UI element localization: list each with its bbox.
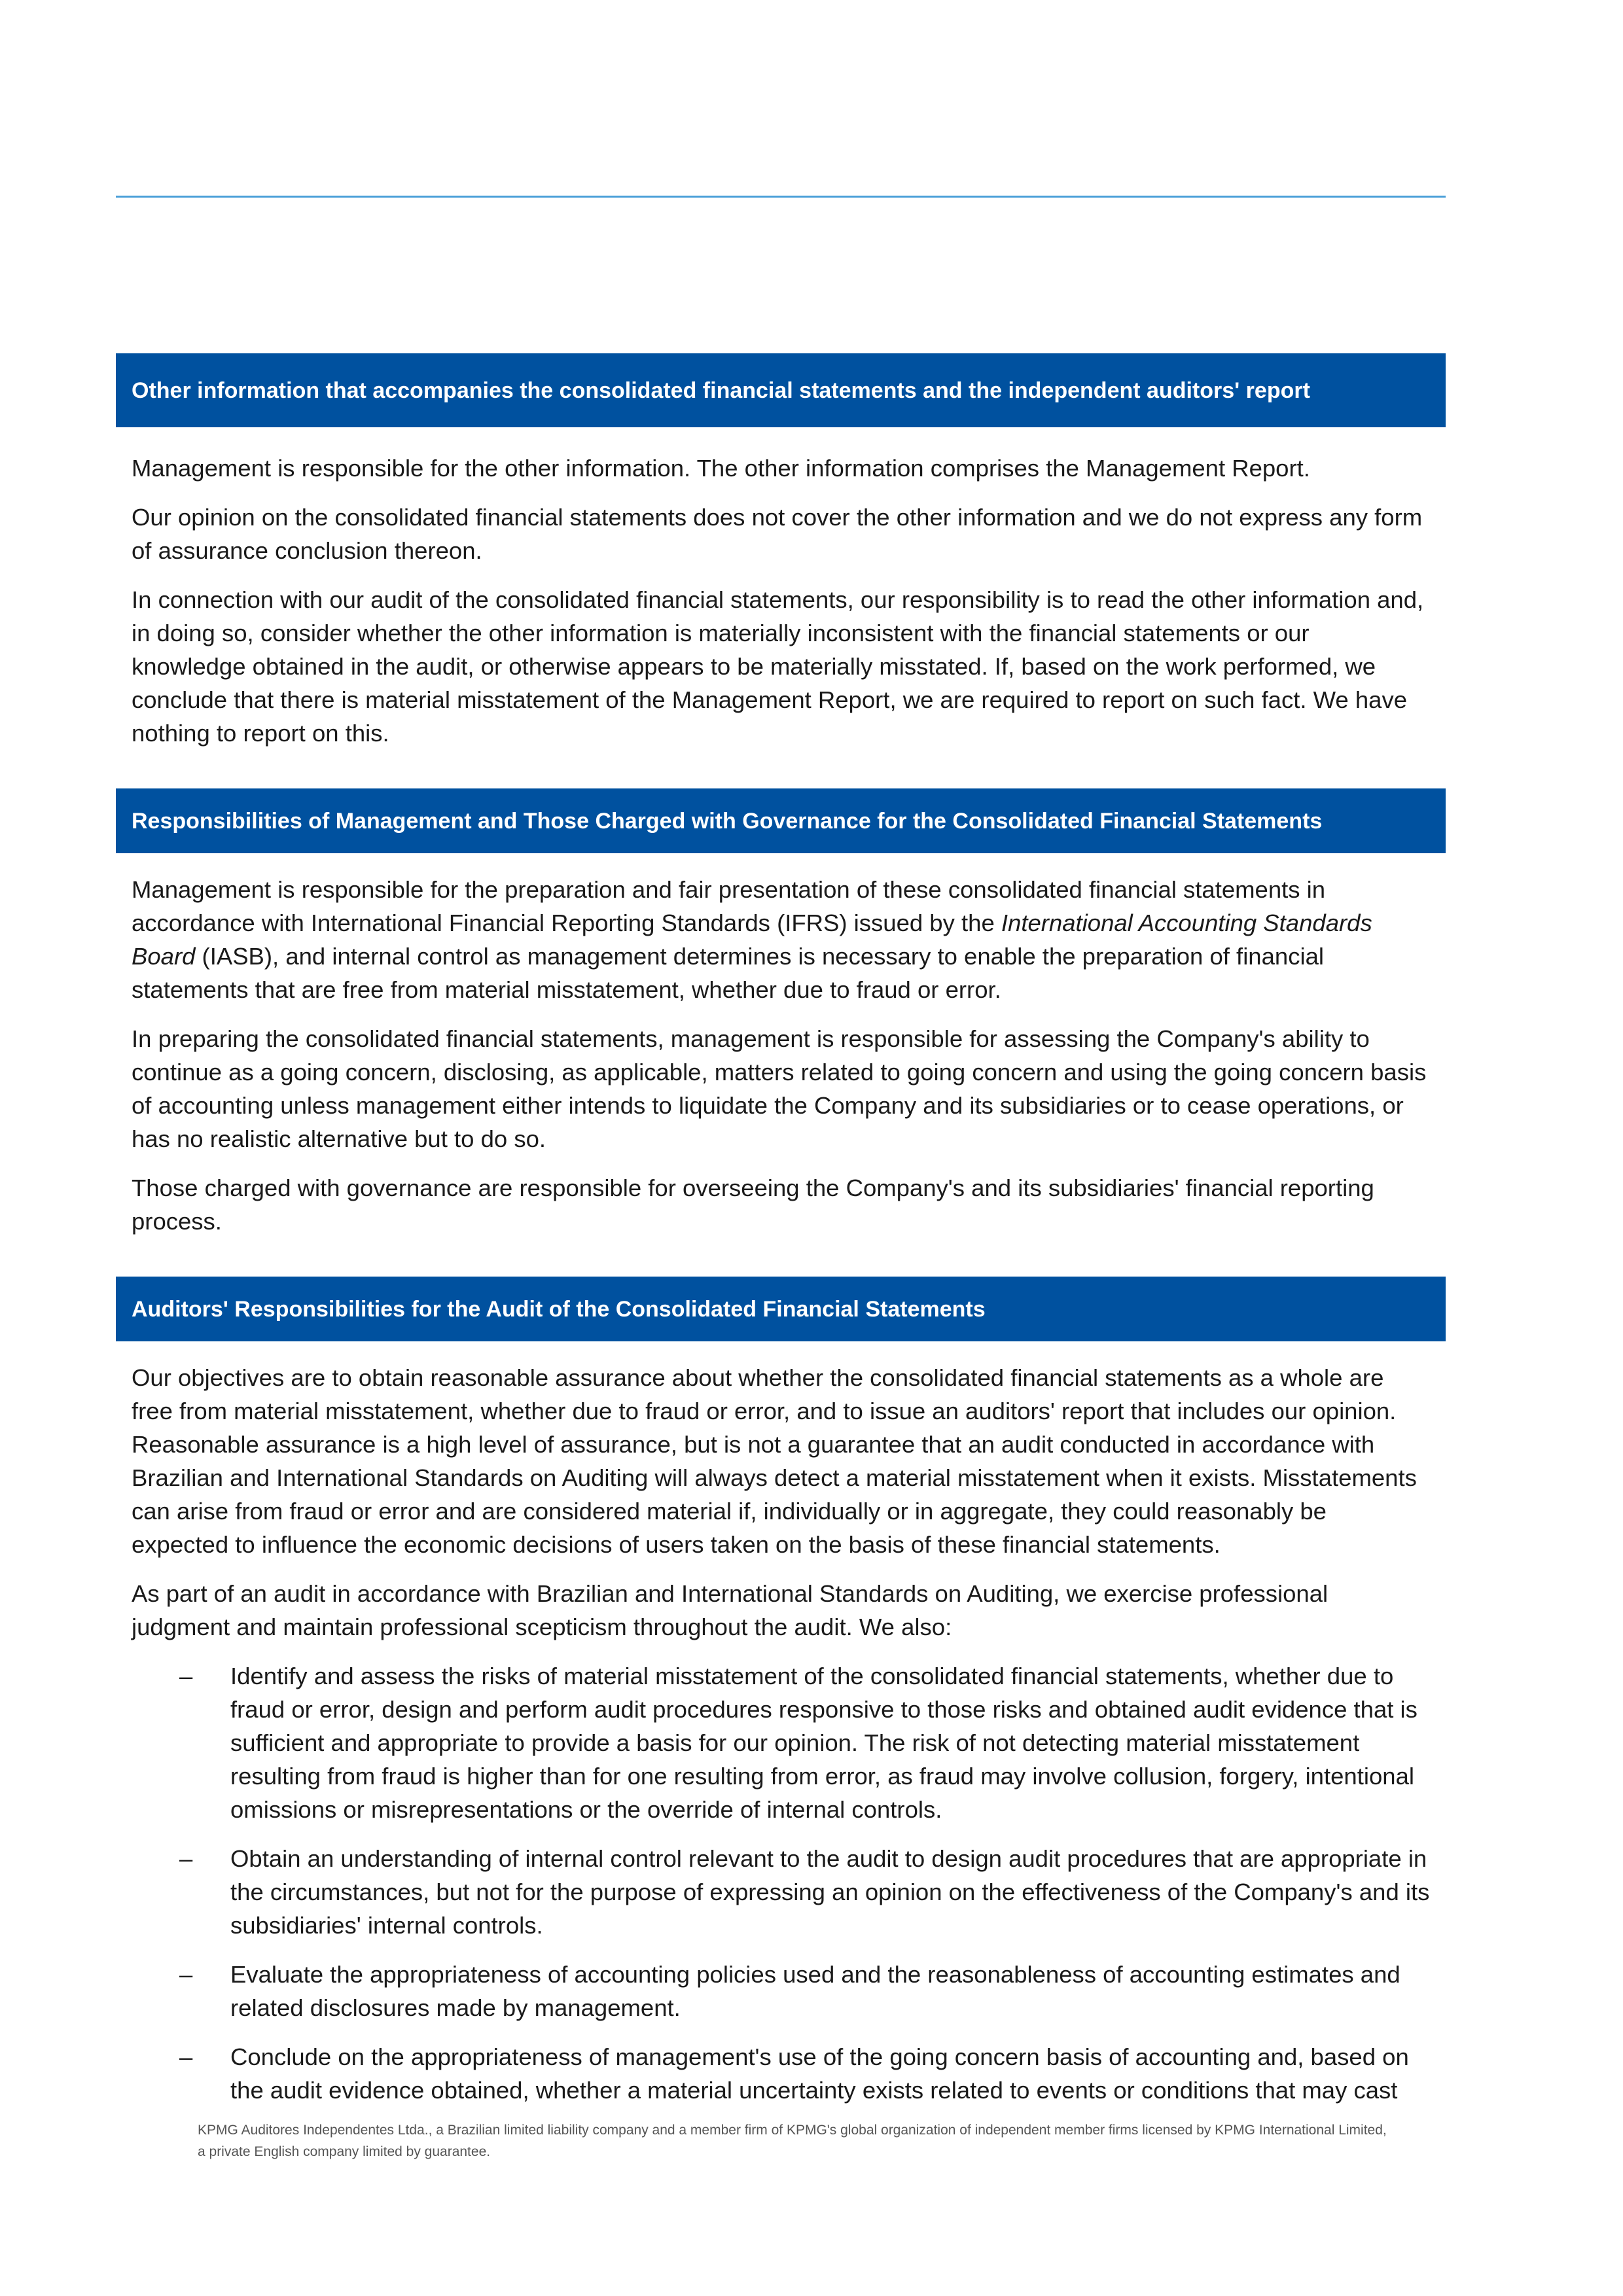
list-item: – Obtain an understanding of internal control relevant to the audit to design audit procedures that are appropriate in the circumstances, but not for the purpose of expressing an opinion on the effectiveness of the Company's and its subsidiaries' internal controls. xyxy=(179,1845,1430,1939)
footer-legal-notice: KPMG Auditores Independentes Ltda., a Brazilian limited liability company and a member firm of KPMG's global organization of independent member firms licensed by KPMG International Limited, a private English company limited by guarantee. xyxy=(198,2123,1387,2159)
paragraph: Management is responsible for the preparation and fair presentation of these consolidated financial statements in accordance with International Financial Reporting Standards (IFRS) issued by the International Accounting Standards Board (IASB), and internal control as management determines is necessary to enable the preparation of financial statements that are free from material misstatement, whether due to fraud or error. xyxy=(132,876,1372,1003)
iasb-name: International Accounting Standards Board xyxy=(132,910,1372,970)
section-other-information xyxy=(116,427,1446,750)
paragraph: In connection with our audit of the consolidated financial statements, our responsibility is to read the other information and, in doing so, consider whether the other information is materially inconsistent with the financial statements or our knowledge obtained in the audit, or otherwise appears to be materially misstated. If, based on the work performed, we conclude that there is material misstatement of the Management Report, we are required to report on such fact. We have nothing to report on this. xyxy=(132,586,1424,747)
list-item: – Evaluate the appropriateness of accounting policies used and the reasonableness of accounting estimates and related disclosures made by management. xyxy=(179,1961,1400,2021)
section-heading-text: Responsibilities of Management and Those Charged with Governance for the Consolidated Financial Statements xyxy=(132,808,1323,834)
report-body xyxy=(116,353,1446,2107)
paragraph: Management is responsible for the other information. The other information comprises the Management Report. xyxy=(132,455,1310,482)
paragraph: As part of an audit in accordance with Brazilian and International Standards on Auditing, we exercise professional judgment and maintain professional scepticism throughout the audit. We also: xyxy=(132,1580,1329,1640)
list-item: – Conclude on the appropriateness of management's use of the going concern basis of accounting and, based on the audit evidence obtained, whether a material uncertainty exists related to events or conditions that may cast xyxy=(179,2043,1409,2104)
audit-procedures-list xyxy=(132,1659,1430,2107)
section-heading-management-responsibilities xyxy=(116,788,1446,853)
section-heading-text: Auditors' Responsibilities for the Audit of the Consolidated Financial Statements xyxy=(132,1296,986,1322)
paragraph: Our opinion on the consolidated financial statements does not cover the other information and we do not express any form of assurance conclusion thereon. xyxy=(132,504,1423,564)
section-auditors-responsibilities xyxy=(116,1341,1446,2107)
top-rule xyxy=(116,196,1446,198)
section-heading-auditors-responsibilities xyxy=(116,1277,1446,1341)
paragraph: In preparing the consolidated financial statements, management is responsible for assessing the Company's ability to continue as a going concern, disclosing, as applicable, matters related to going concern and using the going concern basis of accounting unless management either intends to liquidate the Company and its subsidiaries or to cease operations, or has no realistic alternative but to do so. xyxy=(132,1025,1427,1152)
list-item: – Identify and assess the risks of material misstatement of the consolidated financial statements, whether due to fraud or error, design and perform audit procedures responsive to those risks and obtained audit evidence that is sufficient and appropriate to provide a basis for our opinion. The risk of not detecting material misstatement resulting from fraud is higher than for one resulting from error, as fraud may involve collusion, forgery, intentional omissions or misrepresentations or the override of internal controls. xyxy=(179,1663,1418,1823)
section-management-responsibilities xyxy=(116,853,1446,1238)
paragraph: Our objectives are to obtain reasonable assurance about whether the consolidated financial statements as a whole are free from material misstatement, whether due to fraud or error, and to issue an auditors' report that includes our opinion. Reasonable assurance is a high level of assurance, but is not a guarantee that an audit conducted in accordance with Brazilian and International Standards on Auditing will always detect a material misstatement when it exists. Misstatements can arise from fraud or error and are considered material if, individually or in aggregate, they could reasonably be expected to influence the economic decisions of users taken on the basis of these financial statements. xyxy=(132,1364,1417,1558)
section-heading-text: Other information that accompanies the consolidated financial statements and the independent auditors' report xyxy=(132,378,1310,403)
paragraph: Those charged with governance are responsible for overseeing the Company's and its subsidiaries' financial reporting process. xyxy=(132,1174,1374,1235)
section-heading-other-information xyxy=(116,353,1446,427)
